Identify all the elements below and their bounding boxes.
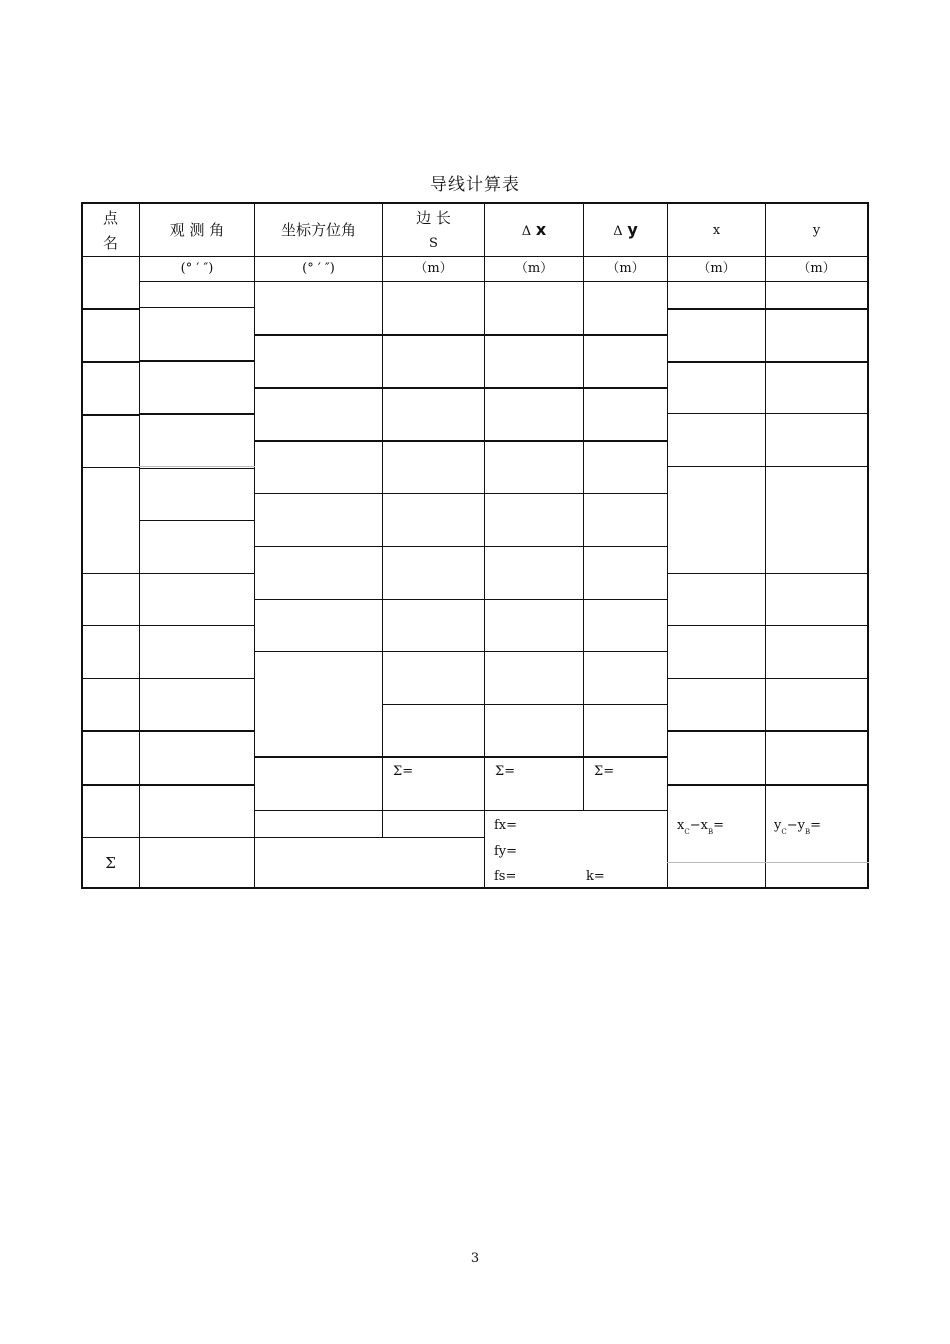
side-row-line bbox=[254, 651, 668, 652]
side-row-line bbox=[254, 837, 484, 838]
unit-side-length: （m） bbox=[414, 261, 453, 276]
closure-y-eq: = bbox=[810, 818, 822, 833]
closure-y-diff bbox=[774, 817, 821, 836]
coord-row-line bbox=[667, 784, 869, 786]
angle-row-line bbox=[139, 520, 255, 521]
table-border-bottom bbox=[81, 887, 869, 889]
coord-row-line bbox=[667, 466, 869, 467]
header-side-length-2: S bbox=[429, 236, 438, 251]
unit-x: （m） bbox=[697, 261, 736, 276]
units-line bbox=[139, 281, 869, 282]
header-side-length-1: 边 长 bbox=[416, 209, 451, 227]
unit-delta-y: （m） bbox=[606, 261, 645, 276]
point-row-line bbox=[81, 467, 140, 468]
side-row-line bbox=[254, 493, 668, 494]
unit-angle: (° ′ ″) bbox=[180, 261, 214, 276]
angle-row-line bbox=[139, 678, 255, 679]
sum-delta-y: Σ= bbox=[594, 764, 615, 779]
coord-row-line bbox=[667, 730, 869, 732]
unit-azimuth: (° ′ ″) bbox=[302, 261, 335, 276]
table-border-top bbox=[81, 202, 869, 204]
col-divider-3 bbox=[382, 202, 383, 838]
header-observed-angle: 观 测 角 bbox=[169, 221, 225, 239]
point-row-line bbox=[81, 308, 140, 310]
header-azimuth: 坐标方位角 bbox=[280, 221, 356, 239]
closure-xb-sub: B bbox=[707, 828, 714, 836]
closure-yc-sub: C bbox=[781, 828, 787, 836]
header-x: x bbox=[712, 223, 721, 238]
closure-x-diff bbox=[677, 817, 724, 836]
sum-side-length: Σ= bbox=[393, 764, 414, 779]
header-delta-x-var: x bbox=[535, 220, 547, 239]
header-delta-y bbox=[584, 221, 667, 241]
angle-row-line bbox=[139, 307, 255, 308]
closure-fy: fy= bbox=[494, 844, 518, 859]
angle-row-line bbox=[139, 573, 255, 574]
angle-row-line bbox=[139, 730, 255, 732]
coord-row-line bbox=[667, 413, 869, 414]
closure-xc: x bbox=[677, 818, 685, 833]
side-row-line bbox=[254, 334, 668, 336]
page-title: 导线计算表 bbox=[430, 175, 520, 195]
header-point-name-1: 点 bbox=[102, 209, 118, 227]
side-row-line bbox=[254, 440, 668, 442]
angle-row-line bbox=[139, 466, 255, 467]
closure-fs: fs= bbox=[494, 869, 517, 884]
coord-row-line bbox=[667, 308, 869, 310]
sum-label: Σ bbox=[105, 854, 116, 872]
header-point-name-2: 名 bbox=[102, 234, 118, 252]
header-delta-y-var: y bbox=[627, 220, 638, 239]
point-row-line bbox=[81, 414, 140, 416]
angle-row-line bbox=[139, 625, 255, 626]
coord-row-line bbox=[667, 678, 869, 679]
angle-row-line bbox=[139, 784, 255, 786]
delta-symbol: Δ bbox=[613, 224, 623, 239]
coord-row-line bbox=[667, 625, 869, 626]
point-row-line bbox=[81, 730, 140, 732]
side-row-line bbox=[254, 546, 668, 547]
point-row-line bbox=[81, 573, 140, 574]
point-row-line bbox=[81, 625, 140, 626]
point-row-line bbox=[81, 361, 140, 363]
closure-x-eq: = bbox=[713, 818, 724, 833]
side-row-line bbox=[254, 599, 668, 600]
closure-xc-sub: C bbox=[684, 828, 690, 836]
side-row-line bbox=[254, 756, 668, 758]
angle-row-line bbox=[139, 360, 255, 362]
unit-y: （m） bbox=[797, 261, 836, 276]
header-y: y bbox=[812, 223, 821, 238]
coord-row-line bbox=[667, 573, 869, 574]
header-delta-x bbox=[485, 221, 583, 241]
closure-yc: y bbox=[774, 818, 782, 833]
point-row-line bbox=[81, 784, 140, 786]
side-row-line bbox=[254, 387, 668, 389]
angle-row-line bbox=[139, 413, 255, 415]
angle-row-line bbox=[139, 837, 255, 838]
closure-k: k= bbox=[586, 869, 605, 884]
delta-symbol: Δ bbox=[521, 224, 532, 239]
closure-fx: fx= bbox=[494, 818, 518, 833]
unit-delta-x: （m） bbox=[514, 261, 554, 276]
page-number: 3 bbox=[470, 1251, 480, 1266]
coord-row-line bbox=[667, 862, 869, 863]
point-row-line bbox=[81, 678, 140, 679]
angle-row-line bbox=[139, 468, 255, 469]
closure-yb: −y bbox=[786, 818, 805, 833]
closure-xb: −x bbox=[689, 818, 708, 833]
point-row-line bbox=[81, 837, 140, 838]
sum-delta-x: Σ= bbox=[495, 764, 516, 779]
col-divider-5 bbox=[583, 202, 584, 811]
header-line bbox=[81, 256, 869, 257]
coord-row-line bbox=[667, 361, 869, 363]
side-row-line bbox=[382, 704, 668, 705]
side-row-line bbox=[254, 810, 668, 811]
closure-yb-sub: B bbox=[804, 828, 811, 836]
